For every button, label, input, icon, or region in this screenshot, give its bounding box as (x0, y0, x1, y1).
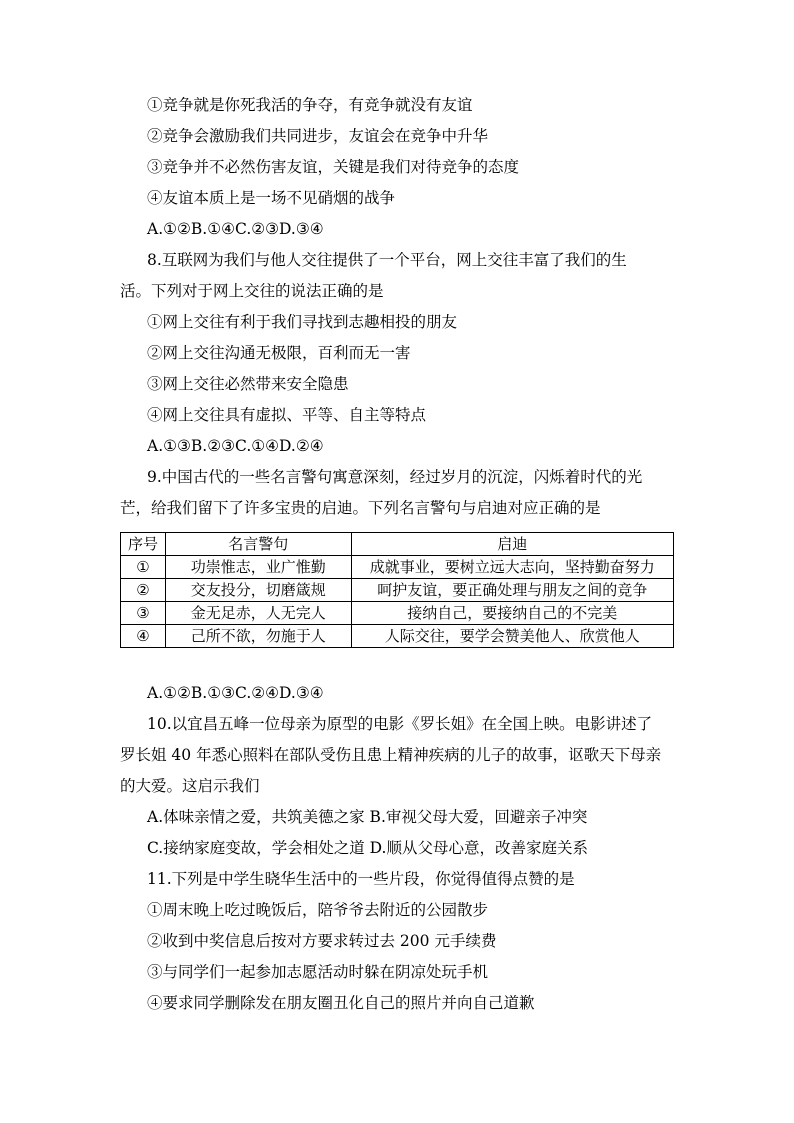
q8-choices: A.①③B.②③C.①④D.②④ (147, 437, 324, 455)
table-header-cell: 序号 (121, 533, 166, 556)
q8-option-2: ②网上交往沟通无极限，百利而无一害 (147, 344, 411, 362)
q7-option-2: ②竞争会激励我们共同进步，友谊会在竞争中升华 (147, 127, 489, 145)
table-row (121, 625, 674, 648)
q7-option-1: ①竞争就是你死我活的争夺，有竞争就没有友谊 (147, 96, 473, 114)
table-cell: 成就事业，要树立远大志向，坚持勤奋努力 (351, 556, 673, 579)
q7-choices: A.①②B.①④C.②③D.③④ (147, 220, 324, 238)
table-cell: ② (121, 579, 166, 602)
q9-choices: A.①②B.①③C.②④D.③④ (147, 684, 324, 702)
q10-stem-line-2: 罗长姐 40 年悉心照料在部队受伤且患上精神疾病的儿子的故事，讴歌天下母亲 (120, 746, 662, 764)
q11-option-4: ④要求同学删除发在朋友圈丑化自己的照片并向自己道歉 (147, 994, 535, 1012)
q11-option-1: ①周末晚上吃过晚饭后，陪爷爷去附近的公园散步 (147, 901, 489, 919)
q9-stem-line-2: 芒，给我们留下了许多宝贵的启迪。下列名言警句与启迪对应正确的是 (120, 499, 601, 517)
table-row (121, 556, 674, 579)
table-cell: 己所不欲，勿施于人 (165, 625, 351, 648)
table-cell: 金无足赤，人无完人 (165, 602, 351, 625)
q10-choices-line-1: A.体味亲情之爱，共筑美德之家 B.审视父母大爱，回避亲子冲突 (147, 808, 588, 826)
q10-stem-line-3: 的大爱。这启示我们 (120, 777, 260, 795)
table-header-row (121, 533, 674, 556)
table-row (121, 579, 674, 602)
q11-stem: 11.下列是中学生晓华生活中的一些片段，你觉得值得点赞的是 (147, 870, 575, 888)
table-header-cell: 名言警句 (165, 533, 351, 556)
table-header-cell: 启迪 (351, 533, 673, 556)
table-cell: ③ (121, 602, 166, 625)
table-cell: 接纳自己，要接纳自己的不完美 (351, 602, 673, 625)
table-cell: ④ (121, 625, 166, 648)
table-cell: 交友投分，切磨箴规 (165, 579, 351, 602)
q11-option-3: ③与同学们一起参加志愿活动时躲在阴凉处玩手机 (147, 963, 489, 981)
q9-stem-line-1: 9.中国古代的一些名言警句寓意深刻，经过岁月的沉淀，闪烁着时代的光 (147, 468, 643, 486)
q8-stem-line-1: 8.互联网为我们与他人交往提供了一个平台，网上交往丰富了我们的生 (147, 251, 627, 269)
table-cell: ① (121, 556, 166, 579)
q11-option-2: ②收到中奖信息后按对方要求转过去 200 元手续费 (147, 932, 497, 950)
q8-stem-line-2: 活。下列对于网上交往的说法正确的是 (120, 282, 384, 300)
q10-stem-line-1: 10.以宜昌五峰一位母亲为原型的电影《罗长姐》在全国上映。电影讲述了 (147, 715, 653, 733)
q8-option-3: ③网上交往必然带来安全隐患 (147, 375, 349, 393)
q7-option-3: ③竞争并不必然伤害友谊，关键是我们对待竞争的态度 (147, 158, 520, 176)
q9-table (120, 532, 674, 648)
table-cell: 呵护友谊，要正确处理与朋友之间的竞争 (351, 579, 673, 602)
table-cell: 人际交往，要学会赞美他人、欣赏他人 (351, 625, 673, 648)
table-cell: 功崇惟志，业广惟勤 (165, 556, 351, 579)
q8-option-4: ④网上交往具有虚拟、平等、自主等特点 (147, 406, 427, 424)
q8-option-1: ①网上交往有利于我们寻找到志趣相投的朋友 (147, 313, 458, 331)
q7-option-4: ④友谊本质上是一场不见硝烟的战争 (147, 189, 396, 207)
q10-choices-line-2: C.接纳家庭变故，学会相处之道 D.顺从父母心意，改善家庭关系 (147, 839, 588, 857)
table-row (121, 602, 674, 625)
